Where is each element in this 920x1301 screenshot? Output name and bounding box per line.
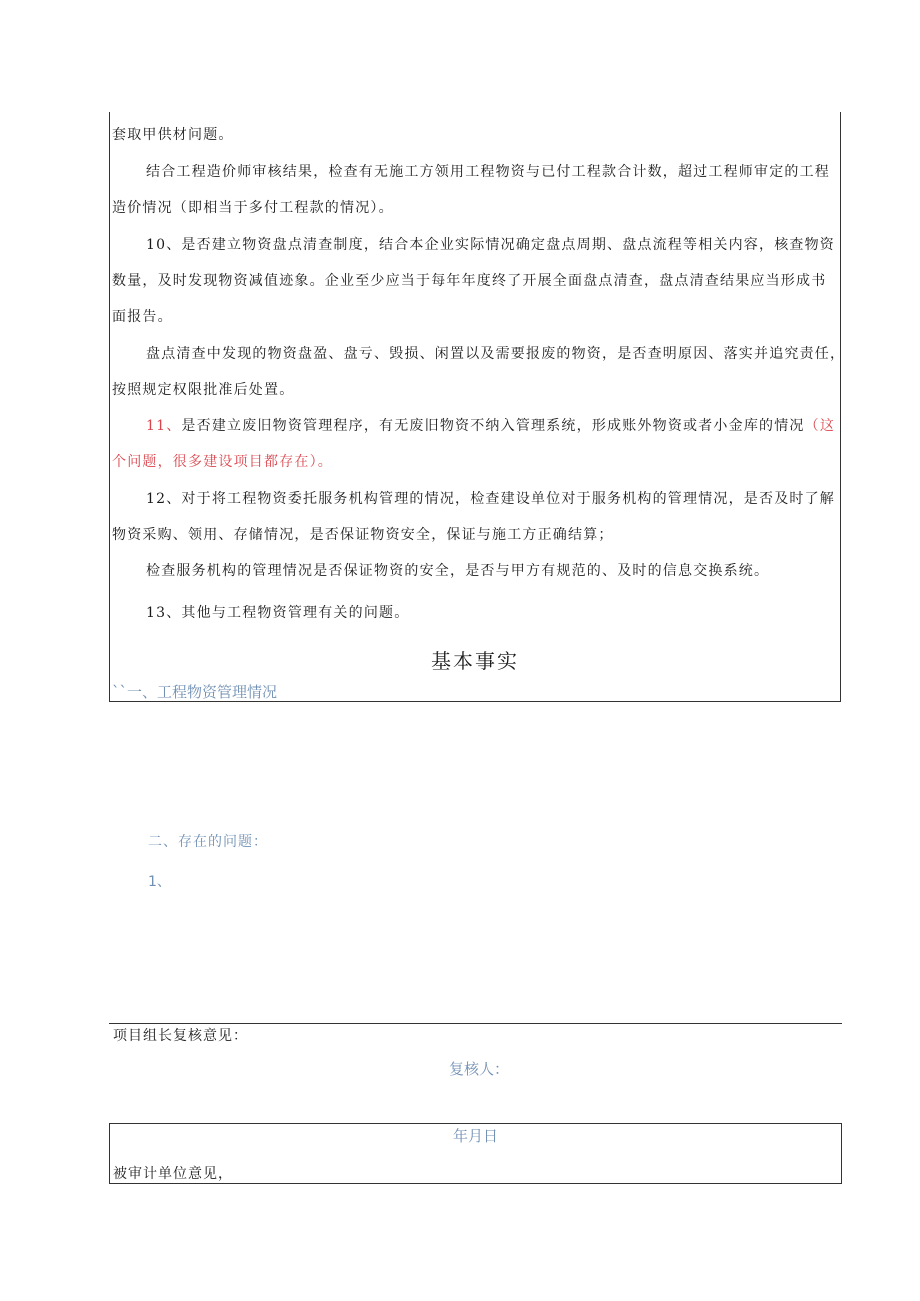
text-line-3: 造价情况（即相当于多付工程款的情况）。 [112,200,394,216]
text-line-6: 面报告。 [112,309,173,325]
divider-line [109,1023,842,1024]
date-label: 年月日 [452,1127,498,1145]
text-line-10: 个问题，很多建设项目都存在）。 [112,454,333,470]
text-line-13: 检查服务机构的管理情况是否保证物资的安全，是否与甲方有规范的、及时的信息交换系统。 [146,563,770,579]
text-line-5: 数量，及时发现物资减值迹象。企业至少应当于每年年度终了开展全面盘点清查，盘点清查结果应当形成书 [112,273,827,289]
reviewer-label: 复核人： [449,1060,510,1078]
text-line-11: 12、对于将工程物资委托服务机构管理的情况，检查建设单位对于服务机构的管理情况，是否及时了解 [146,491,836,507]
text-line-9-red-note: （这 [804,418,836,434]
audited-unit-opinion-label: 被审计单位意见， [113,1166,233,1182]
section-2-title: 二、存在的问题： [148,834,268,850]
text-line-7: 盘点清查中发现的物资盘盈、盘亏、毁损、闲置以及需要报废的物资，是否查明原因、落实并追究责任， [146,346,846,362]
text-line-9 [112,416,840,436]
text-line-1: 套取甲供材问题。 [112,127,234,143]
text-line-12: 物资采购、领用、存储情况，是否保证物资安全，保证与施工方正确结算； [112,527,614,543]
text-line-9-number: 11、 [146,418,182,434]
section-heading: 基本事实 [431,649,519,673]
text-line-9-black: 是否建立废旧物资管理程序，有无废旧物资不纳入管理系统，形成账外物资或者小金库的情况 [181,418,805,434]
text-line-4: 10、是否建立物资盘点清查制度，结合本企业实际情况确定盘点周期、盘点流程等相关内容，核查物资 [146,237,836,253]
text-line-14: 13、其他与工程物资管理有关的问题。 [146,605,410,621]
text-line-2: 结合工程造价师审核结果，检查有无施工方领用工程物资与已付工程款合计数，超过工程师审定的工程 [146,164,830,180]
text-line-8: 按照规定权限批准后处置。 [112,382,295,398]
section-1-title: ``一、工程物资管理情况 [112,683,278,701]
section-3-item: 1、 [148,874,171,890]
review-opinion-label: 项目组长复核意见： [113,1028,248,1044]
